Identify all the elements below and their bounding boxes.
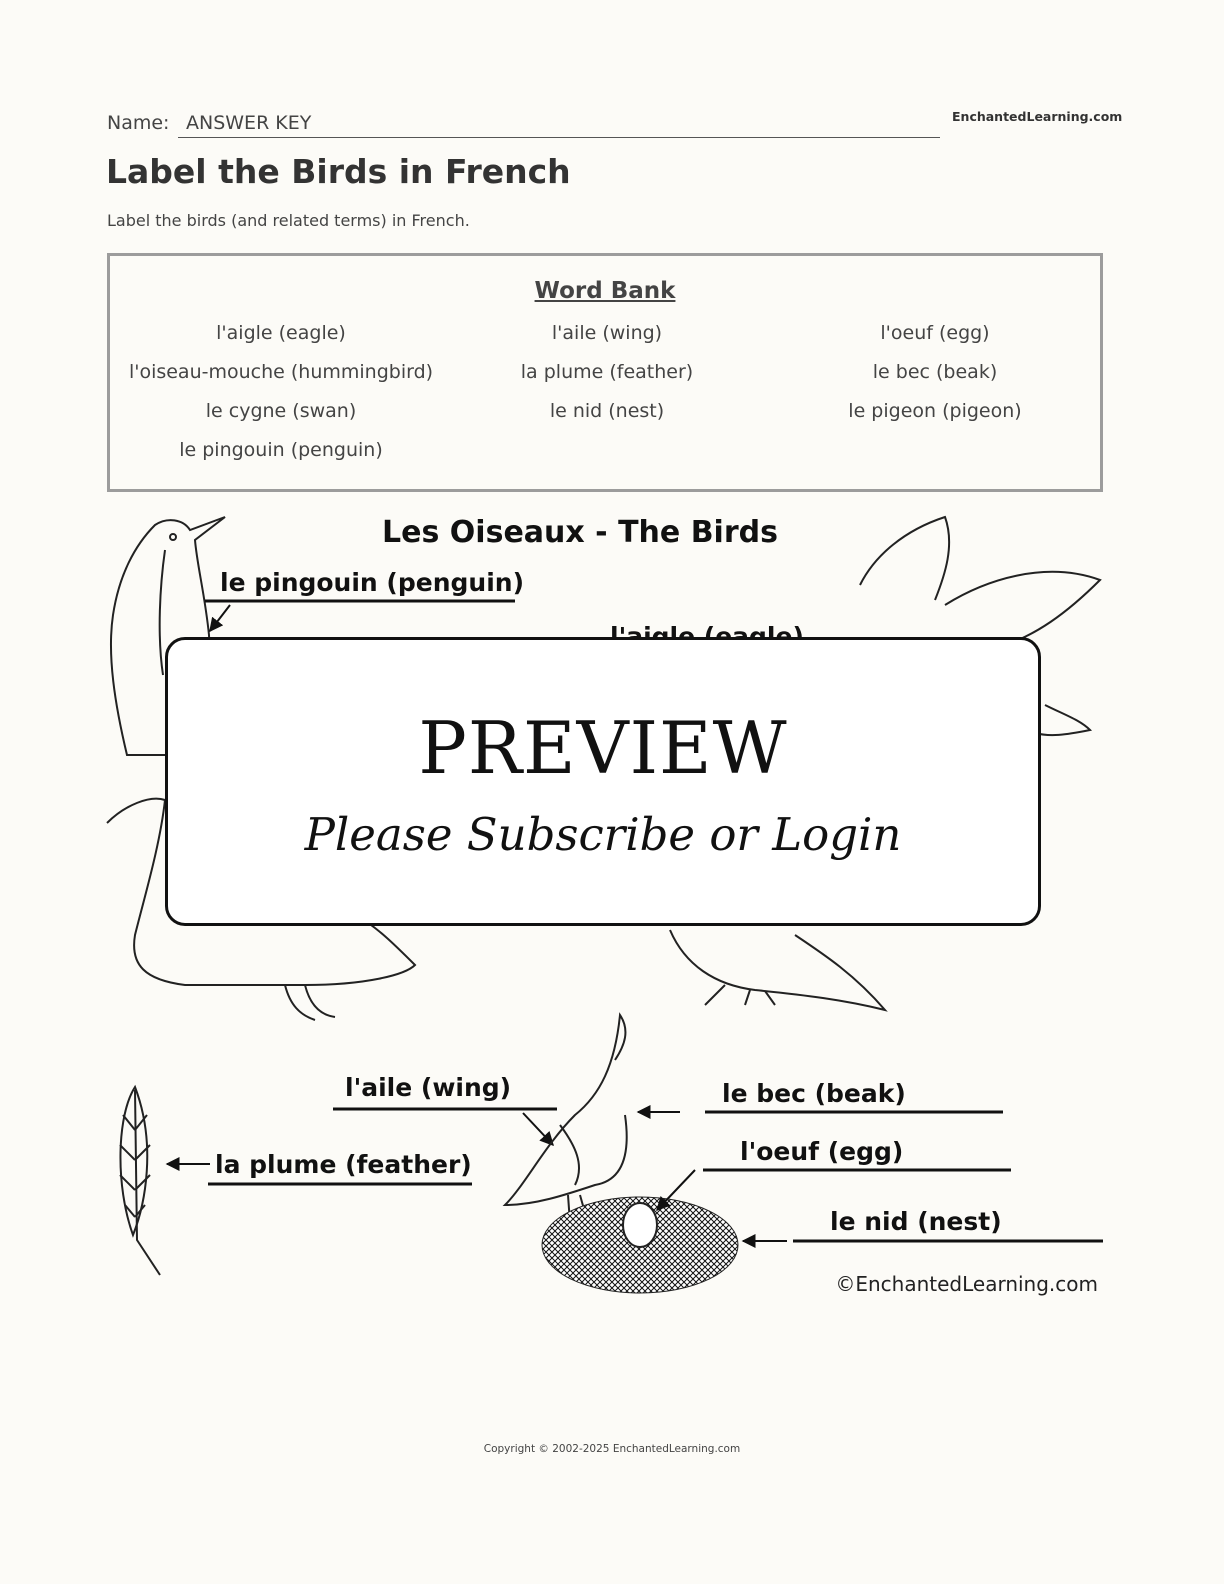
word-bank-item: le cygne (swan) [205,400,357,422]
name-label: Name: [107,112,170,134]
word-bank-title: Word Bank [534,278,676,304]
preview-overlay[interactable] [165,637,1041,926]
diagram-title: Les Oiseaux - The Birds [382,515,778,550]
name-row [107,108,940,140]
word-bank-item: la plume (feather) [520,361,694,383]
cardinal-drawing [505,1015,627,1223]
footer-copyright: Copyright © 2002-2025 EnchantedLearning.com [483,1443,741,1455]
feather-drawing [120,1087,160,1275]
word-bank-column-3 [770,319,1100,436]
page-title: Label the Birds in French [106,152,571,191]
word-bank-item: l'oiseau-mouche (hummingbird) [128,361,434,383]
word-bank [107,253,1103,492]
word-bank-item: l'aigle (eagle) [216,322,346,344]
wing-arrow [523,1113,553,1145]
label-penguin: le pingouin (penguin) [220,568,524,597]
label-egg: l'oeuf (egg) [740,1137,904,1166]
penguin-arrow [210,605,230,631]
label-feather: la plume (feather) [215,1150,472,1179]
name-underline [178,137,940,138]
page-subtitle: Label the birds (and related terms) in French. [107,211,470,230]
label-wing: l'aile (wing) [345,1073,512,1102]
diagram-credit: ©EnchantedLearning.com [835,1272,1098,1296]
label-nest: le nid (nest) [830,1207,1002,1236]
word-bank-item: le nid (nest) [549,400,665,422]
label-beak: le bec (beak) [722,1079,906,1108]
word-bank-item: l'aile (wing) [551,322,663,344]
subscribe-login-prompt[interactable]: Please Subscribe or Login [304,808,902,861]
word-bank-item: le bec (beak) [872,361,998,383]
pigeon-drawing [670,930,885,1010]
egg-drawing [623,1203,657,1247]
word-bank-item: l'oeuf (egg) [880,322,990,344]
word-bank-item: le pigeon (pigeon) [848,400,1022,422]
word-bank-column-1 [116,319,446,475]
site-logo-text[interactable]: EnchantedLearning.com [952,109,1123,124]
word-bank-column-2 [442,319,772,436]
word-bank-item: le pingouin (penguin) [179,439,383,461]
preview-title: PREVIEW [418,706,788,790]
name-value: ANSWER KEY [186,112,312,134]
